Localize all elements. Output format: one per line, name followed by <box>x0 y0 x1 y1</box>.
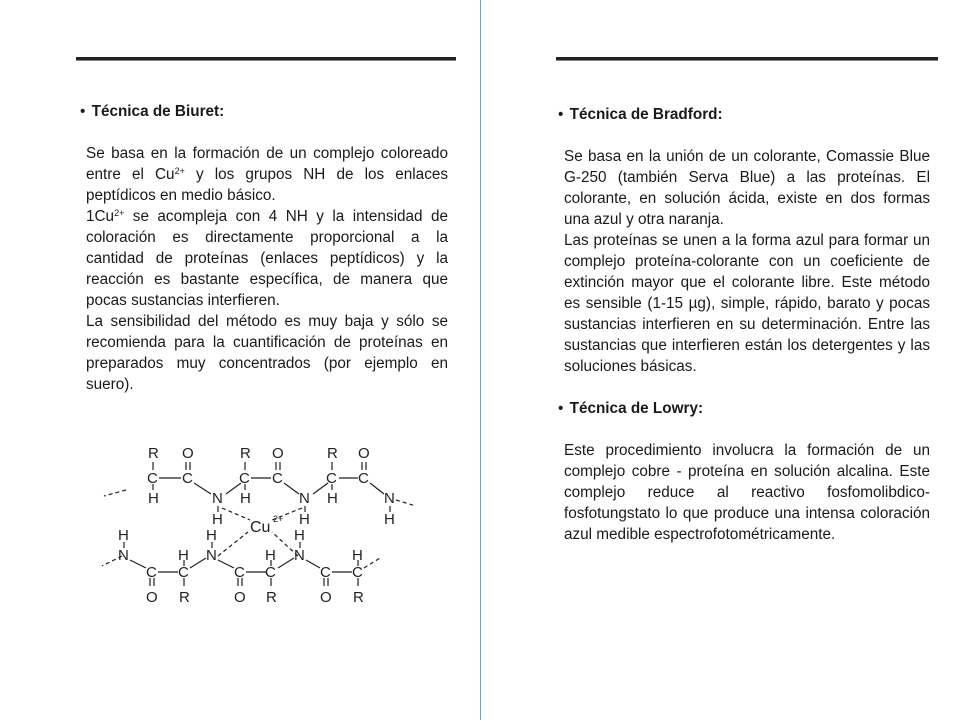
biuret-paragraph-3: La sensibilidad del método es muy baja y sólo se recomienda para la cuantificación de proteínas en preparados muy concentrados (por ejemplo en suero). <box>86 313 448 393</box>
atom-c: C <box>182 470 193 487</box>
atom-r: R <box>327 445 338 462</box>
center-divider <box>480 0 481 720</box>
bullet-icon: • <box>558 106 564 123</box>
biuret-paragraph-1: Se basa en la formación de un complejo coloreado entre el $Cu^{2+}$ y los grupos NH de los enlaces peptídicos en medio básico. <box>86 145 448 204</box>
atom-h: H <box>178 547 189 564</box>
atom-n: N <box>294 547 305 564</box>
atom-h: H <box>206 527 217 544</box>
bradford-paragraph-1: Se basa en la unión de un colorante, Comassie Blue G-250 (también Serva Blue) a las proteínas. El colorante, en solución ácida, existe en dos formas una azul y otra naranja. <box>564 148 930 228</box>
left-header-rule <box>76 57 456 61</box>
bradford-paragraph-2: Las proteínas se unen a la forma azul para formar un complejo proteína-colorante con un coeficiente de extinción mayor que el colorante libre. Este método es sensible (1-15 µg), simple, rápido, barato y pocas sustancias interfieren en su determinación. Entre las sustancias que interfieren están los detergentes y las soluciones básicas. <box>564 232 930 375</box>
biuret-heading <box>80 101 448 122</box>
atom-h: H <box>148 490 159 507</box>
atom-c: C <box>358 470 369 487</box>
atom-n: N <box>299 490 310 507</box>
atom-n: N <box>118 547 129 564</box>
bradford-lowry-column <box>558 104 930 545</box>
biuret-column <box>80 101 448 395</box>
atom-h: H <box>212 511 223 528</box>
atom-h: H <box>352 547 363 564</box>
atom-o: O <box>358 445 370 462</box>
copper-charge: 2+ <box>273 514 284 524</box>
atom-r: R <box>240 445 251 462</box>
lowry-heading-text: Técnica de Lowry: <box>569 400 704 417</box>
atom-c: C <box>320 564 331 581</box>
atom-h: H <box>384 511 395 528</box>
lowry-paragraph: Este procedimiento involucra la formación de un complejo cobre - proteína en solución alcalina. Este complejo reduce al reactivo fosfomolibdico- fosfotungstato lo que produce una intensa coloración azul medible espectrofotométricamente. <box>564 442 930 543</box>
atom-n: N <box>384 490 395 507</box>
atom-c: C <box>234 564 245 581</box>
atom-r: R <box>266 589 277 606</box>
atom-c: C <box>146 564 157 581</box>
atom-c: C <box>265 564 276 581</box>
atom-o: O <box>272 445 284 462</box>
copper-atom: Cu <box>250 519 271 536</box>
bullet-icon: • <box>80 103 86 120</box>
atom-o: O <box>234 589 246 606</box>
biuret-paragraph-2: $1Cu^{2+}$ se acompleja con 4 NH y la intensidad de coloración es directamente proporcional a la cantidad de proteínas (enlaces peptídicos) y la reacción es bastante específica, de manera que pocas sustancias interfieren. <box>86 208 448 309</box>
right-header-rule <box>556 57 938 61</box>
atom-n: N <box>212 490 223 507</box>
biuret-copper-complex-diagram <box>96 438 448 618</box>
bradford-heading <box>558 104 930 125</box>
atom-r: R <box>179 589 190 606</box>
bullet-icon: • <box>558 400 564 417</box>
atom-h: H <box>327 490 338 507</box>
atom-n: N <box>206 547 217 564</box>
atom-h: H <box>240 490 251 507</box>
biuret-heading-text: Técnica de Biuret: <box>91 103 225 120</box>
lowry-heading <box>558 398 930 419</box>
atom-c: C <box>147 470 158 487</box>
atom-h: H <box>118 527 129 544</box>
atom-o: O <box>320 589 332 606</box>
atom-c: C <box>178 564 189 581</box>
atom-c: C <box>326 470 337 487</box>
atom-h: H <box>265 547 276 564</box>
atom-c: C <box>352 564 363 581</box>
atom-o: O <box>182 445 194 462</box>
atom-c: C <box>272 470 283 487</box>
atom-h: H <box>299 511 310 528</box>
atom-o: O <box>146 589 158 606</box>
atom-h: H <box>294 527 305 544</box>
atom-r: R <box>353 589 364 606</box>
bradford-heading-text: Técnica de Bradford: <box>569 106 723 123</box>
atom-c: C <box>239 470 250 487</box>
atom-r: R <box>148 445 159 462</box>
